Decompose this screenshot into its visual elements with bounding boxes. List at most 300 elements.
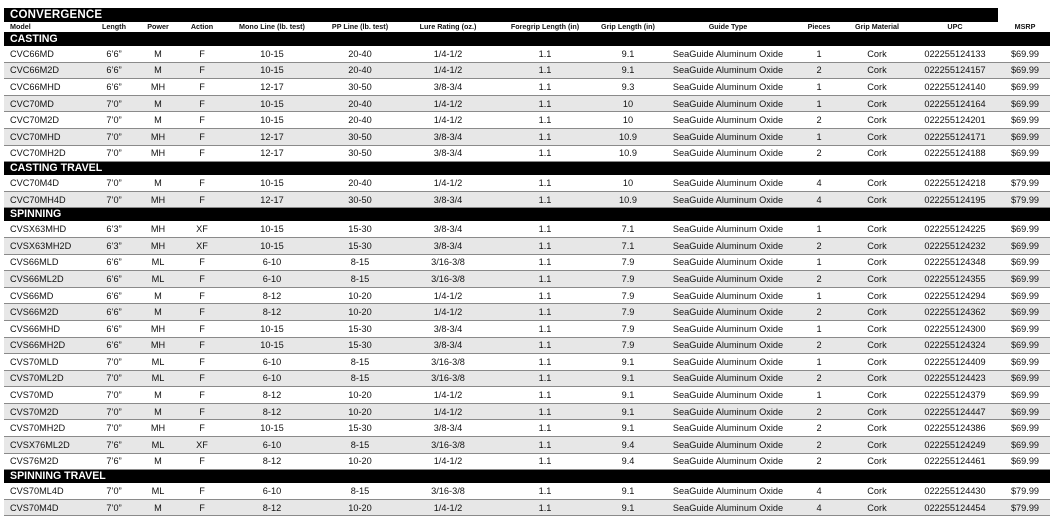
table-cell: $69.99 <box>1000 420 1050 437</box>
table-cell: 20-40 <box>320 46 400 62</box>
table-cell: SeaGuide Aluminum Oxide <box>662 95 794 112</box>
table-cell: 2 <box>794 237 844 254</box>
table-cell: CVS70M4D <box>4 499 92 516</box>
table-cell: 7’0” <box>92 370 136 387</box>
table-cell: 1.1 <box>496 304 594 321</box>
table-row <box>4 79 1050 96</box>
table-cell: 022255124188 <box>910 145 1000 162</box>
table-cell: 8-12 <box>224 304 320 321</box>
table-cell: CVS66ML2D <box>4 271 92 288</box>
table-cell: Cork <box>844 499 910 516</box>
table-cell: CVC66M2D <box>4 62 92 79</box>
table-cell: F <box>180 175 224 191</box>
table-cell: SeaGuide Aluminum Oxide <box>662 387 794 404</box>
table-cell: CVS70ML4D <box>4 483 92 499</box>
table-cell: 022255124386 <box>910 420 1000 437</box>
table-cell: 8-15 <box>320 271 400 288</box>
table-cell: 6-10 <box>224 437 320 454</box>
table-cell: CVSX63MHD <box>4 221 92 237</box>
table-cell: 3/16-3/8 <box>400 271 496 288</box>
table-cell: 7.9 <box>594 304 662 321</box>
table-row <box>4 370 1050 387</box>
table-cell: SeaGuide Aluminum Oxide <box>662 191 794 208</box>
table-cell: 30-50 <box>320 191 400 208</box>
table-cell: MH <box>136 420 180 437</box>
table-cell: 9.1 <box>594 46 662 62</box>
table-cell: 20-40 <box>320 175 400 191</box>
table-cell: 8-12 <box>224 287 320 304</box>
section-title: CASTING <box>4 33 1050 47</box>
table-row <box>4 420 1050 437</box>
column-header: Length <box>92 22 136 33</box>
table-cell: 7’0” <box>92 145 136 162</box>
table-cell: 022255124140 <box>910 79 1000 96</box>
table-row <box>4 46 1050 62</box>
table-cell: 1.1 <box>496 420 594 437</box>
table-cell: $69.99 <box>1000 437 1050 454</box>
table-cell: SeaGuide Aluminum Oxide <box>662 175 794 191</box>
table-cell: 3/16-3/8 <box>400 483 496 499</box>
table-cell: F <box>180 499 224 516</box>
table-cell: 12-17 <box>224 145 320 162</box>
table-cell: 10.9 <box>594 191 662 208</box>
table-cell: 9.1 <box>594 499 662 516</box>
table-cell: 10-15 <box>224 237 320 254</box>
table-cell: 10-20 <box>320 403 400 420</box>
table-cell: 7.1 <box>594 221 662 237</box>
table-cell: Cork <box>844 287 910 304</box>
table-cell: $69.99 <box>1000 287 1050 304</box>
section-header-row <box>4 208 1050 222</box>
table-cell: 7’6” <box>92 453 136 470</box>
table-cell: 7’0” <box>92 112 136 129</box>
table-cell: 9.4 <box>594 437 662 454</box>
table-cell: 6-10 <box>224 483 320 499</box>
table-row <box>4 304 1050 321</box>
table-cell: $69.99 <box>1000 403 1050 420</box>
table-cell: CVS66MH2D <box>4 337 92 354</box>
table-cell: 10-20 <box>320 499 400 516</box>
table-cell: F <box>180 62 224 79</box>
table-cell: F <box>180 79 224 96</box>
table-cell: 10-15 <box>224 46 320 62</box>
table-cell: CVS70MD <box>4 387 92 404</box>
table-cell: 12-17 <box>224 191 320 208</box>
table-cell: 9.1 <box>594 403 662 420</box>
table-row <box>4 403 1050 420</box>
table-cell: 6’6” <box>92 320 136 337</box>
table-cell: 6’6” <box>92 304 136 321</box>
table-cell: 10-20 <box>320 287 400 304</box>
table-cell: SeaGuide Aluminum Oxide <box>662 403 794 420</box>
table-cell: CVC70M2D <box>4 112 92 129</box>
table-cell: 1 <box>794 221 844 237</box>
table-cell: 022255124379 <box>910 387 1000 404</box>
table-cell: F <box>180 354 224 371</box>
table-cell: 3/8-3/4 <box>400 420 496 437</box>
table-cell: F <box>180 145 224 162</box>
table-cell: 1.1 <box>496 112 594 129</box>
table-cell: 1.1 <box>496 46 594 62</box>
header-row <box>4 22 1050 33</box>
table-cell: 2 <box>794 112 844 129</box>
table-cell: CVC66MHD <box>4 79 92 96</box>
table-cell: 1.1 <box>496 271 594 288</box>
table-cell: $69.99 <box>1000 221 1050 237</box>
table-cell: F <box>180 128 224 145</box>
table-row <box>4 128 1050 145</box>
column-header: Guide Type <box>662 22 794 33</box>
table-row <box>4 62 1050 79</box>
table-cell: Cork <box>844 387 910 404</box>
table-cell: 9.1 <box>594 62 662 79</box>
table-cell: Cork <box>844 95 910 112</box>
table-cell: 1.1 <box>496 79 594 96</box>
table-cell: $69.99 <box>1000 370 1050 387</box>
table-cell: M <box>136 453 180 470</box>
table-cell: 9.1 <box>594 387 662 404</box>
table-cell: 1.1 <box>496 499 594 516</box>
table-cell: Cork <box>844 145 910 162</box>
table-cell: 4 <box>794 483 844 499</box>
table-cell: Cork <box>844 221 910 237</box>
table-cell: 10 <box>594 95 662 112</box>
table-body <box>4 33 1050 516</box>
table-cell: $69.99 <box>1000 95 1050 112</box>
table-cell: 1.1 <box>496 320 594 337</box>
table-cell: 1/4-1/2 <box>400 62 496 79</box>
table-cell: 6’6” <box>92 287 136 304</box>
table-cell: 10-15 <box>224 175 320 191</box>
table-cell: 10-15 <box>224 221 320 237</box>
table-cell: Cork <box>844 304 910 321</box>
table-cell: 1.1 <box>496 237 594 254</box>
table-cell: 10-15 <box>224 337 320 354</box>
table-cell: 022255124324 <box>910 337 1000 354</box>
table-cell: 2 <box>794 453 844 470</box>
table-cell: 6’6” <box>92 254 136 271</box>
column-header: Mono Line (lb. test) <box>224 22 320 33</box>
section-title: CASTING TRAVEL <box>4 162 1050 176</box>
table-cell: F <box>180 254 224 271</box>
table-cell: 3/8-3/4 <box>400 337 496 354</box>
table-cell: Cork <box>844 483 910 499</box>
table-cell: MH <box>136 320 180 337</box>
table-cell: $69.99 <box>1000 354 1050 371</box>
table-cell: Cork <box>844 46 910 62</box>
table-cell: 3/8-3/4 <box>400 320 496 337</box>
table-cell: $69.99 <box>1000 337 1050 354</box>
table-row <box>4 320 1050 337</box>
table-cell: SeaGuide Aluminum Oxide <box>662 79 794 96</box>
table-cell: Cork <box>844 271 910 288</box>
table-cell: Cork <box>844 420 910 437</box>
table-cell: 30-50 <box>320 79 400 96</box>
section-header-row <box>4 470 1050 484</box>
table-cell: Cork <box>844 175 910 191</box>
table-cell: 9.3 <box>594 79 662 96</box>
table-cell: 022255124454 <box>910 499 1000 516</box>
column-header: Action <box>180 22 224 33</box>
table-row <box>4 287 1050 304</box>
table-cell: 7’0” <box>92 191 136 208</box>
table-cell: M <box>136 95 180 112</box>
table-cell: 3/16-3/8 <box>400 254 496 271</box>
table-cell: Cork <box>844 254 910 271</box>
table-cell: $79.99 <box>1000 483 1050 499</box>
table-cell: 022255124249 <box>910 437 1000 454</box>
table-cell: 10-15 <box>224 62 320 79</box>
table-cell: 1.1 <box>496 387 594 404</box>
table-cell: Cork <box>844 403 910 420</box>
table-row <box>4 437 1050 454</box>
table-cell: 022255124355 <box>910 271 1000 288</box>
table-cell: 1.1 <box>496 437 594 454</box>
table-cell: SeaGuide Aluminum Oxide <box>662 254 794 271</box>
table-cell: Cork <box>844 437 910 454</box>
table-cell: 6’6” <box>92 46 136 62</box>
table-cell: 022255124232 <box>910 237 1000 254</box>
table-cell: 1/4-1/2 <box>400 287 496 304</box>
table-cell: 7.9 <box>594 320 662 337</box>
table-cell: 8-15 <box>320 254 400 271</box>
table-cell: SeaGuide Aluminum Oxide <box>662 221 794 237</box>
table-cell: $79.99 <box>1000 191 1050 208</box>
table-cell: F <box>180 483 224 499</box>
table-cell: SeaGuide Aluminum Oxide <box>662 437 794 454</box>
table-cell: F <box>180 370 224 387</box>
table-cell: 30-50 <box>320 128 400 145</box>
column-header: PP Line (lb. test) <box>320 22 400 33</box>
table-cell: 1.1 <box>496 191 594 208</box>
table-cell: SeaGuide Aluminum Oxide <box>662 62 794 79</box>
table-cell: 022255124430 <box>910 483 1000 499</box>
table-cell: CVS70MH2D <box>4 420 92 437</box>
column-header: Model <box>4 22 92 33</box>
table-cell: 1.1 <box>496 128 594 145</box>
table-cell: F <box>180 112 224 129</box>
column-header: UPC <box>910 22 1000 33</box>
table-cell: F <box>180 191 224 208</box>
table-cell: $69.99 <box>1000 79 1050 96</box>
table-cell: 022255124461 <box>910 453 1000 470</box>
column-header: MSRP <box>1000 22 1050 33</box>
table-cell: Cork <box>844 79 910 96</box>
table-cell: 10-20 <box>320 387 400 404</box>
table-cell: $69.99 <box>1000 320 1050 337</box>
table-cell: 2 <box>794 271 844 288</box>
table-cell: 022255124423 <box>910 370 1000 387</box>
table-cell: 3/16-3/8 <box>400 354 496 371</box>
table-cell: 10.9 <box>594 128 662 145</box>
table-cell: CVS76M2D <box>4 453 92 470</box>
table-cell: 8-12 <box>224 403 320 420</box>
table-cell: CVC70MHD <box>4 128 92 145</box>
table-cell: SeaGuide Aluminum Oxide <box>662 128 794 145</box>
table-cell: MH <box>136 145 180 162</box>
table-cell: 1/4-1/2 <box>400 304 496 321</box>
table-cell: 8-15 <box>320 483 400 499</box>
table-cell: 9.1 <box>594 354 662 371</box>
table-cell: $69.99 <box>1000 128 1050 145</box>
table-cell: $79.99 <box>1000 175 1050 191</box>
table-cell: 022255124348 <box>910 254 1000 271</box>
table-cell: 3/16-3/8 <box>400 437 496 454</box>
table-cell: 022255124409 <box>910 354 1000 371</box>
table-cell: 1 <box>794 387 844 404</box>
table-cell: CVS70ML2D <box>4 370 92 387</box>
table-cell: M <box>136 304 180 321</box>
table-cell: 022255124362 <box>910 304 1000 321</box>
table-cell: 1.1 <box>496 403 594 420</box>
column-header: Pieces <box>794 22 844 33</box>
table-cell: 8-15 <box>320 370 400 387</box>
table-cell: F <box>180 304 224 321</box>
table-cell: 1 <box>794 46 844 62</box>
table-row <box>4 453 1050 470</box>
table-cell: $69.99 <box>1000 145 1050 162</box>
table-cell: $69.99 <box>1000 46 1050 62</box>
table-cell: 1 <box>794 320 844 337</box>
table-cell: 022255124171 <box>910 128 1000 145</box>
table-cell: 9.1 <box>594 483 662 499</box>
table-cell: SeaGuide Aluminum Oxide <box>662 420 794 437</box>
table-cell: 9.4 <box>594 453 662 470</box>
table-cell: F <box>180 387 224 404</box>
table-cell: 7’0” <box>92 95 136 112</box>
table-cell: CVSX63MH2D <box>4 237 92 254</box>
table-cell: SeaGuide Aluminum Oxide <box>662 370 794 387</box>
table-cell: ML <box>136 370 180 387</box>
table-cell: Cork <box>844 112 910 129</box>
table-cell: ML <box>136 254 180 271</box>
table-cell: XF <box>180 237 224 254</box>
table-cell: 022255124201 <box>910 112 1000 129</box>
table-cell: 6’3” <box>92 237 136 254</box>
table-cell: CVS70M2D <box>4 403 92 420</box>
column-header: Grip Length (in) <box>594 22 662 33</box>
table-cell: $69.99 <box>1000 304 1050 321</box>
table-cell: 3/8-3/4 <box>400 221 496 237</box>
table-cell: CVC70MD <box>4 95 92 112</box>
table-cell: 022255124195 <box>910 191 1000 208</box>
table-row <box>4 499 1050 516</box>
table-cell: 2 <box>794 420 844 437</box>
section-title: SPINNING <box>4 208 1050 222</box>
spec-sheet <box>4 8 1040 516</box>
table-cell: 6-10 <box>224 354 320 371</box>
table-cell: SeaGuide Aluminum Oxide <box>662 337 794 354</box>
table-cell: 6’6” <box>92 79 136 96</box>
table-cell: CVS66MLD <box>4 254 92 271</box>
table-cell: Cork <box>844 320 910 337</box>
table-cell: $79.99 <box>1000 499 1050 516</box>
table-cell: 1/4-1/2 <box>400 499 496 516</box>
table-cell: 4 <box>794 499 844 516</box>
table-cell: CVC70MH4D <box>4 191 92 208</box>
table-cell: SeaGuide Aluminum Oxide <box>662 271 794 288</box>
table-cell: XF <box>180 437 224 454</box>
table-cell: 7’0” <box>92 420 136 437</box>
table-cell: 3/8-3/4 <box>400 145 496 162</box>
table-row <box>4 237 1050 254</box>
table-cell: 2 <box>794 145 844 162</box>
table-cell: 10 <box>594 112 662 129</box>
column-header: Foregrip Length (in) <box>496 22 594 33</box>
table-cell: 2 <box>794 304 844 321</box>
table-cell: 1/4-1/2 <box>400 403 496 420</box>
table-cell: M <box>136 175 180 191</box>
table-cell: 7’0” <box>92 403 136 420</box>
table-cell: MH <box>136 221 180 237</box>
table-cell: 1 <box>794 79 844 96</box>
table-cell: $69.99 <box>1000 271 1050 288</box>
table-cell: 6’6” <box>92 271 136 288</box>
table-cell: 15-30 <box>320 320 400 337</box>
table-cell: $69.99 <box>1000 254 1050 271</box>
table-cell: 8-12 <box>224 499 320 516</box>
table-cell: Cork <box>844 453 910 470</box>
table-cell: 7’0” <box>92 354 136 371</box>
table-cell: 022255124133 <box>910 46 1000 62</box>
table-cell: 8-12 <box>224 453 320 470</box>
table-cell: 3/8-3/4 <box>400 128 496 145</box>
table-cell: F <box>180 320 224 337</box>
table-cell: 3/8-3/4 <box>400 79 496 96</box>
table-cell: 4 <box>794 191 844 208</box>
table-cell: 1.1 <box>496 95 594 112</box>
table-cell: 8-15 <box>320 354 400 371</box>
table-cell: 022255124225 <box>910 221 1000 237</box>
table-cell: ML <box>136 354 180 371</box>
table-cell: 10 <box>594 175 662 191</box>
table-cell: 7’0” <box>92 483 136 499</box>
table-cell: 9.1 <box>594 370 662 387</box>
table-cell: 10-15 <box>224 320 320 337</box>
table-cell: Cork <box>844 370 910 387</box>
table-cell: 7.9 <box>594 287 662 304</box>
table-row <box>4 145 1050 162</box>
table-row <box>4 254 1050 271</box>
table-cell: XF <box>180 221 224 237</box>
table-cell: 20-40 <box>320 95 400 112</box>
table-cell: CVS66MHD <box>4 320 92 337</box>
table-cell: Cork <box>844 354 910 371</box>
table-cell: 022255124218 <box>910 175 1000 191</box>
table-cell: 022255124164 <box>910 95 1000 112</box>
table-cell: 20-40 <box>320 62 400 79</box>
table-row <box>4 483 1050 499</box>
table-cell: 1.1 <box>496 453 594 470</box>
table-cell: 3/8-3/4 <box>400 237 496 254</box>
table-cell: 1.1 <box>496 145 594 162</box>
table-row <box>4 112 1050 129</box>
table-cell: F <box>180 287 224 304</box>
table-cell: 1.1 <box>496 175 594 191</box>
table-cell: 3/16-3/8 <box>400 370 496 387</box>
table-cell: 022255124294 <box>910 287 1000 304</box>
table-cell: CVC70MH2D <box>4 145 92 162</box>
table-cell: 1 <box>794 254 844 271</box>
table-cell: 7.9 <box>594 337 662 354</box>
table-cell: 7.9 <box>594 254 662 271</box>
table-row <box>4 175 1050 191</box>
table-cell: 1 <box>794 128 844 145</box>
table-cell: F <box>180 95 224 112</box>
table-cell: MH <box>136 337 180 354</box>
table-cell: 1/4-1/2 <box>400 453 496 470</box>
table-cell: F <box>180 337 224 354</box>
